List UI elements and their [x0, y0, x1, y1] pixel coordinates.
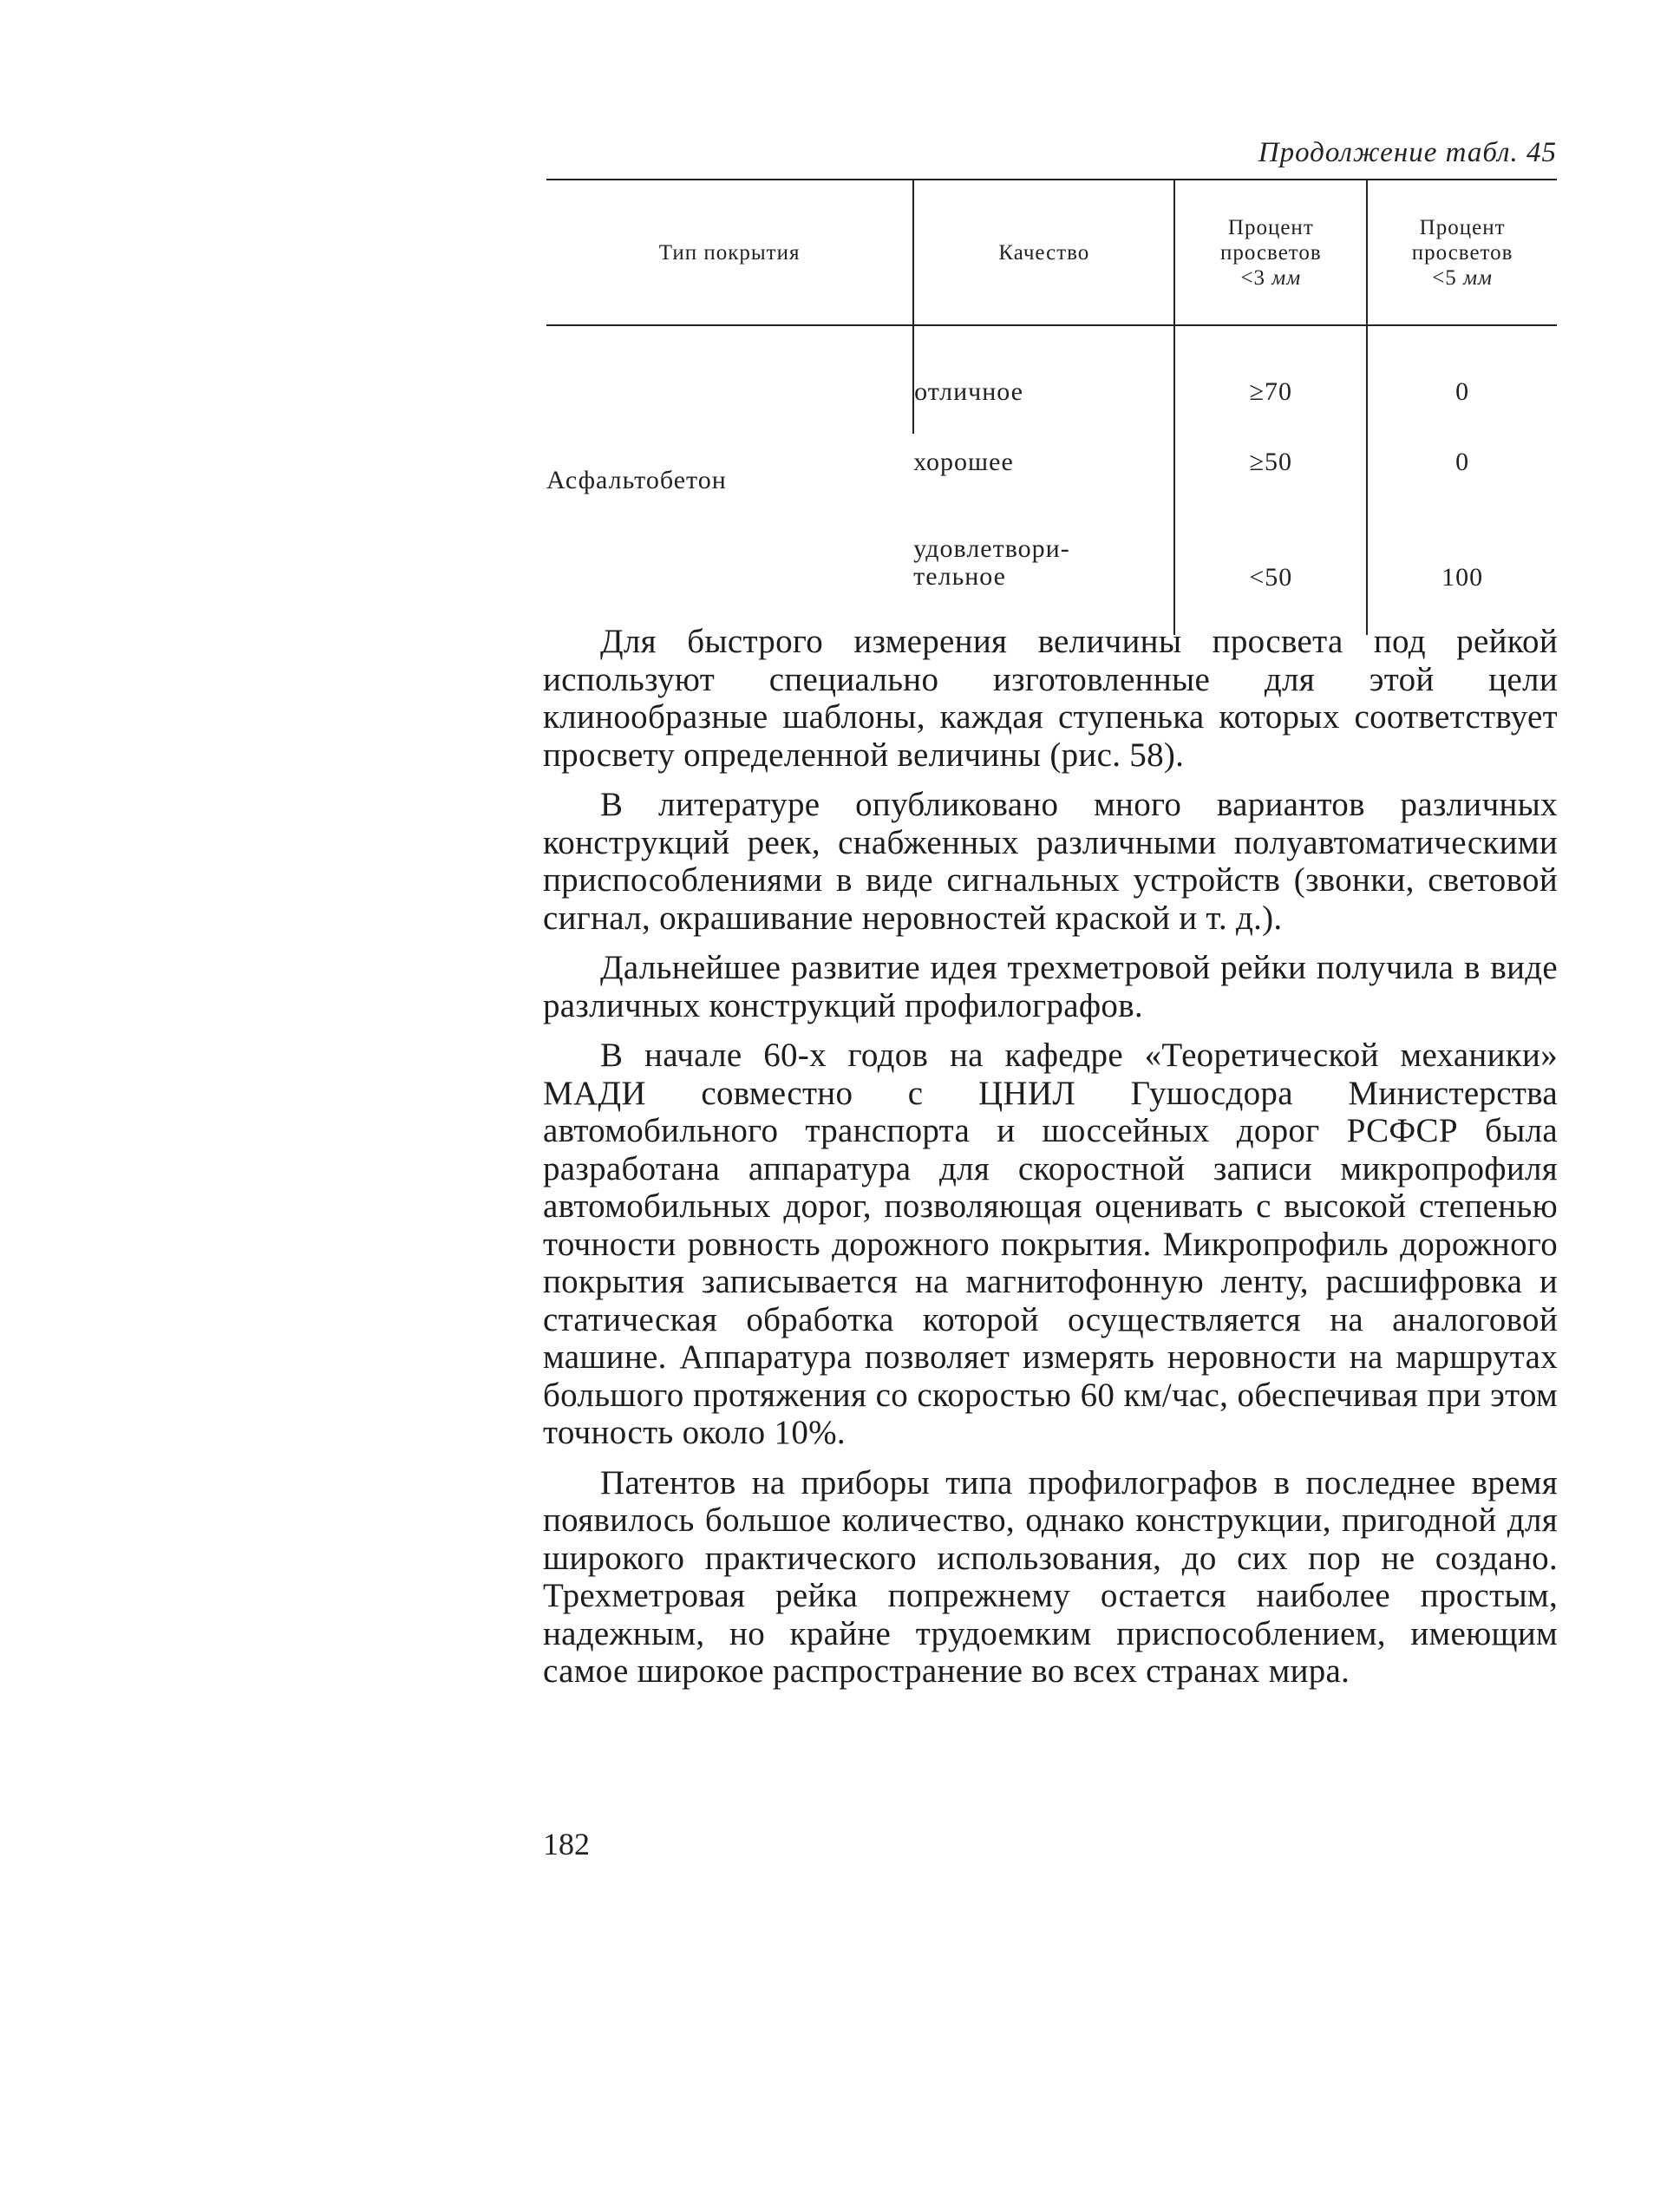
cell-percent-5mm: 100 [1367, 491, 1557, 635]
coverage-quality-table [546, 179, 1557, 635]
cell-percent-3mm: ≥50 [1174, 434, 1367, 491]
cell-quality-line2: тельное [913, 562, 1006, 591]
paragraph: Патентов на приборы типа профилографов в последнее время появилось большое количество, однако конструкции, пригодной для широкого практического использования, до сих пор не создано. Трехметровая рейка попрежнему остается наиболее простым, надежным, но крайне трудоемким приспособлением, имеющим самое широкое распространение во всех странах мира. [543, 1463, 1558, 1690]
header-p3-line3: <3 [1240, 265, 1272, 290]
table-container [546, 179, 1557, 592]
cell-percent-5mm: 0 [1367, 434, 1557, 491]
cell-quality: отличное [913, 325, 1174, 434]
cell-percent-3mm: <50 [1174, 491, 1367, 635]
body-text [543, 623, 1558, 1703]
table-row [546, 325, 1557, 434]
page-number: 182 [543, 1827, 590, 1861]
header-quality: Качество [913, 180, 1174, 325]
paragraph: Для быстрого измерения величины просвета под рейкой используют специально изготовленные для этой цели клинообразные шаблоны, каждая ступенька которых соответствует просвету определенной величины (рис. 58). [543, 623, 1558, 774]
paragraph: Дальнейшее развитие идея трехметровой рейки получила в виде различных конструкций профилографов. [543, 949, 1558, 1024]
header-p3-line1: Процент [1227, 215, 1314, 239]
cell-quality [913, 491, 1174, 635]
cell-quality: хорошее [913, 448, 1014, 476]
header-p5-line2: просветов [1411, 240, 1513, 265]
header-percent-under-3mm [1174, 180, 1367, 325]
header-p5-line1: Процент [1419, 215, 1506, 239]
header-percent-under-5mm [1367, 180, 1557, 325]
header-coverage-type: Тип покрытия [546, 180, 913, 325]
paragraph: В начале 60-х годов на кафедре «Теоретической механики» МАДИ совместно с ЦНИЛ Гушосдора Министерства автомобильного транспорта и шоссейных дорог РСФСР была разработана аппаратура для скоростной записи микропрофиля автомобильных дорог, позволяющая оценивать с высокой степенью точности ровность дорожного покрытия. Микропрофиль дорожного покрытия записывается на магнитофонную ленту, расшифровка и статическая обработка которой осуществляется на аналоговой машине. Аппаратура позволяет измерять неровности на маршрутах большого протяжения со скоростью 60 км/час, обеспечивая при этом точность около 10%. [543, 1037, 1558, 1451]
header-p5-line3: <5 [1432, 265, 1464, 290]
paragraph: В литературе опубликовано много вариантов различных конструкций реек, снабженных различными полуавтоматическими приспособлениями в виде сигнальных устройств (звонки, световой сигнал, окрашивание неровностей краской и т. д.). [543, 786, 1558, 937]
table-header-row [546, 180, 1557, 325]
cell-quality-line1: удовлетвори- [913, 534, 1070, 563]
cell-percent-5mm: 0 [1367, 325, 1557, 434]
cell-percent-3mm: ≥70 [1174, 325, 1367, 434]
header-p5-unit: мм [1463, 265, 1493, 290]
table-continuation-label: Продолжение табл. 45 [1258, 137, 1557, 168]
header-p3-unit: мм [1271, 265, 1302, 290]
cell-coverage-type: Асфальтобетон [546, 466, 727, 494]
header-p3-line2: просветов [1219, 240, 1322, 265]
